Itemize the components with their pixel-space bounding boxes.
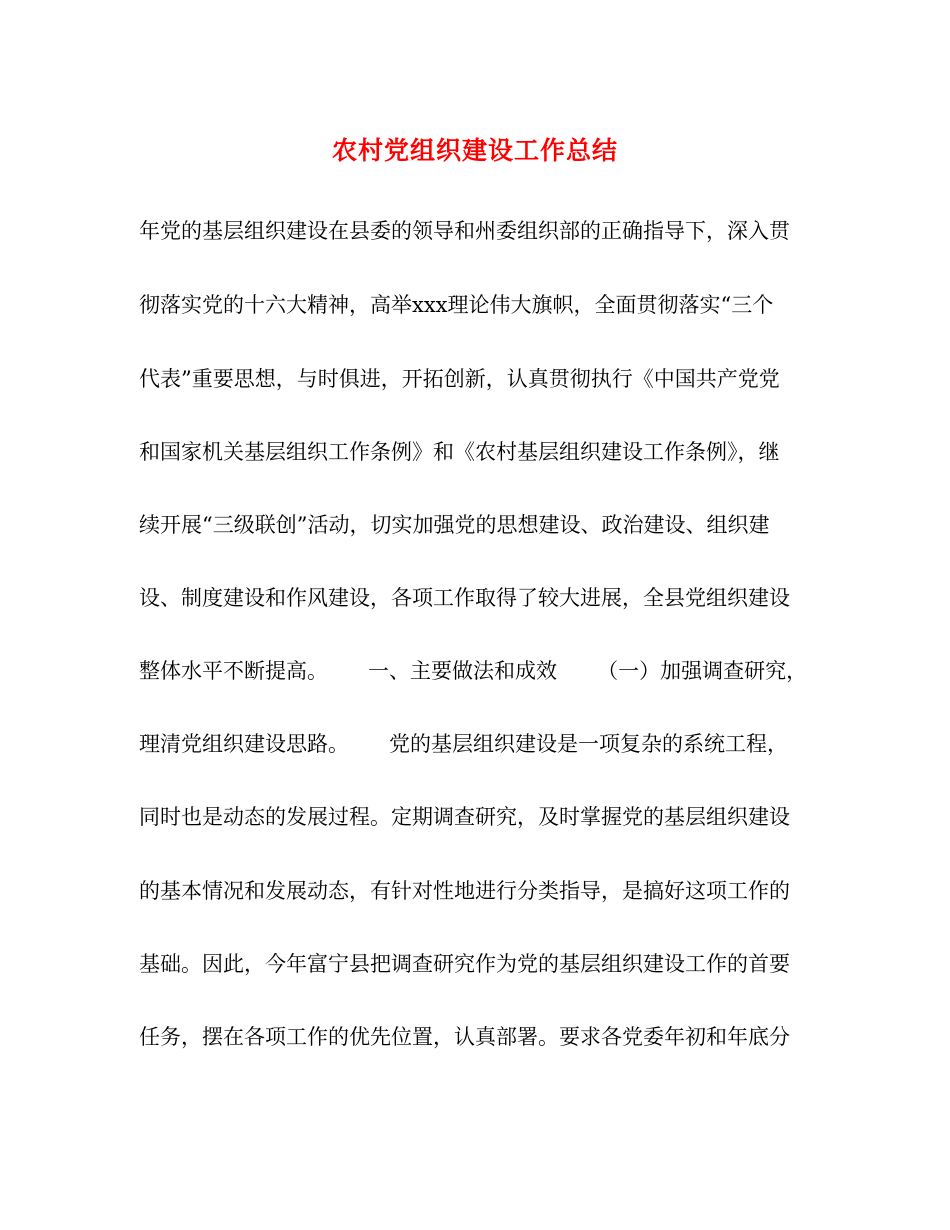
body-line: 的基本情况和发展动态，有针对性地进行分类指导，是搞好这项工作的	[139, 879, 790, 903]
body-line: 续开展“三级联创”活动，切实加强党的思想建设、政治建设、组织建	[139, 513, 770, 537]
body-line: 基础。因此，今年富宁县把调查研究作为党的基层组织建设工作的首要	[139, 952, 790, 976]
body-line: 年党的基层组织建设在县委的领导和州委组织部的正确指导下，深入贯	[139, 219, 790, 243]
body-line: 彻落实党的十六大精神，高举xxx理论伟大旗帜，全面贯彻落实“三个	[139, 293, 774, 317]
body-line: 和国家机关基层组织工作条例》和《农村基层组织建设工作条例》，继	[139, 440, 780, 464]
body-line: 理清党组织建设思路。 党的基层组织建设是一项复杂的系统工程，	[139, 732, 789, 756]
body-line: 同时也是动态的发展过程。定期调查研究，及时掌握党的基层组织建设	[139, 805, 790, 829]
body-line: 设、制度建设和作风建设，各项工作取得了较大进展，全县党组织建设	[139, 586, 790, 610]
document-title: 农村党组织建设工作总结	[331, 136, 618, 165]
body-line: 任务，摆在各项工作的优先位置，认真部署。要求各党委年初和年底分	[139, 1025, 790, 1049]
body-line: 代表”重要思想，与时俱进，开拓创新，认真贯彻执行《中国共产党党	[139, 367, 780, 391]
body-line: 整体水平不断提高。 一、主要做法和成效 （一）加强调查研究，	[139, 659, 808, 683]
